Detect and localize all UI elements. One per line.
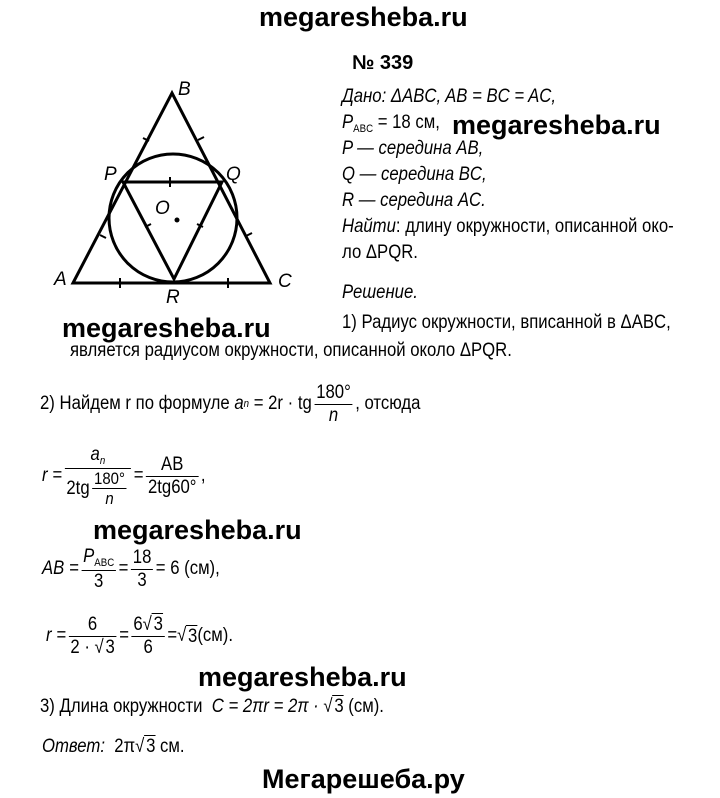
fraction-an-num: $a_n$ [65, 444, 132, 469]
label-p: P [104, 164, 117, 185]
fraction-18-over-3: $\frac{18}{3}$ [132, 546, 152, 591]
fraction-an-den: 2tg $\frac{180^\circ}{n}$ [66, 468, 125, 509]
given-line-1 [342, 86, 556, 108]
fraction-180-over-n [314, 382, 352, 427]
answer-line [42, 736, 185, 758]
step2-text: 2) Найдем r по формуле [40, 393, 230, 415]
solution-heading: Решение. [342, 282, 418, 303]
step2-tail: , отсюда [355, 393, 421, 415]
fraction-ab [146, 454, 198, 499]
answer-label: Ответ: [42, 736, 105, 757]
formula-mid: = 2r · tg [253, 393, 312, 415]
fraction-p-over-3: $\frac{P_{ABC}}{3}$ [83, 546, 115, 592]
label-o: O [155, 198, 170, 219]
comma: , [200, 465, 206, 487]
inscribed-circle [109, 154, 237, 282]
fraction-an [65, 444, 132, 509]
answer-value: 2π√3 см. [114, 736, 185, 757]
given-label: Дано: [342, 86, 387, 107]
step1-line-2: является радиусом окружности, описанной около ΔPQR. [70, 340, 512, 361]
perimeter-value: = 18 см, [373, 112, 440, 133]
watermark-middle: megaresheba.ru [93, 515, 302, 545]
fraction-ab-den: 2tg60° [147, 476, 197, 498]
label-q: Q [226, 164, 241, 185]
ab-result: = 6 (см), [155, 558, 220, 580]
equals: = [133, 465, 144, 487]
step3-line: 3) Длина окружности C = 2πr = 2π · √3 (см). [40, 696, 384, 717]
triangle-diagram [50, 72, 310, 307]
formula-a: a [234, 393, 244, 415]
tick-marks [100, 137, 252, 288]
perimeter-subscript: ABC [353, 123, 374, 135]
step3-text: 3) Длина окружности [40, 696, 203, 717]
given-line-4: Q — середина BC, [342, 164, 487, 185]
given-line-5: R — середина AC. [342, 190, 486, 211]
find-text: : длину окружности, описанной око- [395, 216, 674, 237]
r-eq: r = [42, 465, 62, 487]
problem-number: № 339 [352, 52, 414, 74]
label-c: C [278, 271, 292, 292]
watermark-bottom: Мегарешеба.ру [262, 764, 465, 794]
fraction-6-over-2sqrt3: $\frac{6}{2 \cdot √3}$ [70, 614, 115, 658]
label-r: R [166, 287, 180, 307]
frac-denominator: n [328, 404, 339, 426]
watermark-left: megaresheba.ru [62, 313, 271, 343]
label-a: A [54, 269, 67, 290]
frac-numerator: 180° [316, 382, 351, 403]
perimeter-symbol: P [342, 112, 354, 133]
step3-formula: C = 2πr = 2π · [211, 696, 324, 717]
step3-unit: (см). [343, 696, 384, 717]
ab-line: AB = $\frac{P_{ABC}}{3}$ = $\frac{18}{3}$ = 6 (см), [42, 546, 220, 592]
watermark-top: megaresheba.ru [259, 2, 468, 32]
formula-a-sub: n [243, 398, 250, 411]
step1-line-1: 1) Радиус окружности, вписанной в ΔABC, [342, 312, 671, 333]
r-result-line: r = $\frac{6}{2 \cdot √3}$ = $\frac{6√3}{6}$ = √ 3 (см). [46, 614, 233, 658]
find-line-cont: ло ΔPQR. [342, 242, 418, 263]
r-eq-2: r = [46, 625, 66, 647]
find-line [342, 216, 674, 238]
given-line-2 [342, 112, 440, 135]
triangle-pqr [123, 182, 222, 279]
label-b: B [178, 79, 191, 100]
step2-line [40, 382, 420, 427]
fraction-6sqrt3-over-6: $\frac{6√3}{6}$ [133, 614, 163, 658]
watermark-lower: megaresheba.ru [198, 662, 407, 692]
center-point [175, 218, 180, 223]
triangle-abc [73, 93, 270, 283]
r-formula-line [42, 444, 206, 509]
find-label: Найти [342, 216, 396, 237]
watermark-inline: megaresheba.ru [452, 110, 661, 140]
fraction-ab-num: AB [146, 454, 198, 477]
given-text: ΔABC, AB = BC = AC, [390, 86, 557, 107]
given-line-3: P — середина AB, [342, 138, 484, 159]
ab-eq: AB = [42, 558, 79, 580]
